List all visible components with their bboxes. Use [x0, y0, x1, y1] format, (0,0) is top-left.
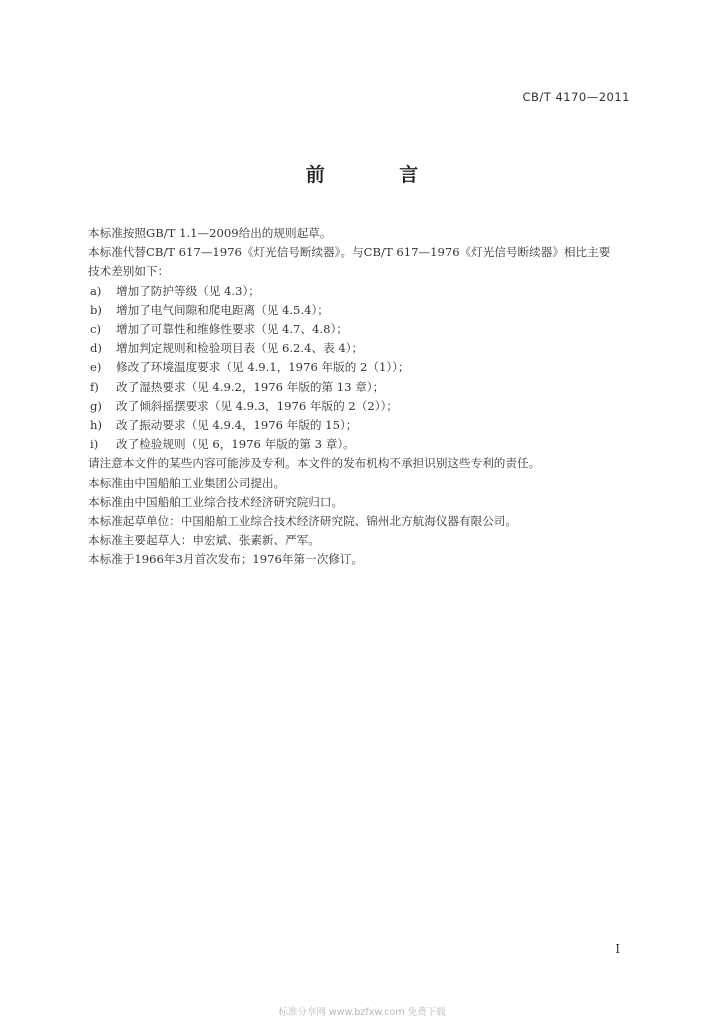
list-marker: h): [90, 418, 102, 433]
list-marker: f): [90, 379, 99, 394]
paragraph-drafting-units: 本标准起草单位：中国船舶工业综合技术经济研究院、锦州北方航海仪器有限公司。: [88, 514, 517, 529]
paragraph-history: 本标准于1966年3月首次发布；1976年第一次修订。: [88, 552, 364, 567]
watermark-text: 标准分享网 www.bzfxw.com 免费下载: [278, 1007, 446, 1018]
list-item-text: 改了倾斜摇摆要求（见 4.9.3，1976 年版的 2（2））；: [116, 398, 398, 413]
list-item: [88, 435, 648, 454]
paragraph-replaces-continued: 技术差别如下：: [88, 264, 170, 279]
list-item-text: 增加了防护等级（见 4.3）；: [116, 283, 260, 298]
list-marker: d): [90, 341, 102, 356]
list-item-text: 增加判定规则和检验项目表（见 6.2.4、表 4）；: [116, 341, 364, 356]
list-item-text: 改了湿热要求（见 4.9.2，1976 年版的第 13 章）；: [116, 379, 385, 394]
list-item: [88, 301, 648, 320]
list-item: [88, 397, 648, 416]
list-marker: c): [90, 322, 102, 337]
paragraph-proposer: 本标准由中国船舶工业集团公司提出。: [88, 475, 286, 490]
list-item: [88, 320, 648, 339]
paragraph-drafting-rule: 本标准按照GB/T 1.1—2009给出的规则起草。: [88, 226, 332, 240]
list-item: [88, 282, 648, 301]
list-item-text: 改了振动要求（见 4.9.4，1976 年版的 15）；: [116, 418, 358, 433]
list-item-text: 增加了可靠性和维修性要求（见 4.7、4.8）；: [116, 322, 348, 337]
list-marker: e): [90, 360, 102, 375]
list-item-text: 增加了电气间隙和爬电距离（见 4.5.4）；: [116, 302, 329, 317]
list-marker: a): [90, 283, 102, 298]
paragraph-replaces: 本标准代替CB/T 617—1976《灯光信号断续器》。与CB/T 617—1976《灯光信号断续器》相比主要: [88, 245, 611, 260]
list-item: [88, 339, 648, 358]
foreword-body: [88, 224, 648, 570]
list-item: [88, 416, 648, 435]
paragraph-patent-notice: 请注意本文件的某些内容可能涉及专利。本文件的发布机构不承担识别这些专利的责任。: [88, 456, 541, 471]
list-marker: i): [90, 437, 99, 452]
paragraph-governing-body: 本标准由中国船舶工业综合技术经济研究院归口。: [88, 494, 344, 509]
standard-number: CB/T 4170—2011: [522, 90, 630, 104]
changes-list: [88, 282, 648, 455]
list-marker: b): [90, 302, 102, 317]
list-item: [88, 358, 648, 377]
paragraph-drafters: 本标准主要起草人：申宏斌、张素新、严军。: [88, 533, 320, 548]
page-title: 前 言: [305, 164, 453, 186]
list-marker: g): [90, 398, 102, 413]
page-number: I: [615, 942, 620, 956]
list-item-text: 改了检验规则（见 6，1976 年版的第 3 章）。: [116, 437, 355, 452]
list-item: [88, 378, 648, 397]
list-item-text: 修改了环境温度要求（见 4.9.1，1976 年版的 2（1））；: [116, 360, 410, 375]
